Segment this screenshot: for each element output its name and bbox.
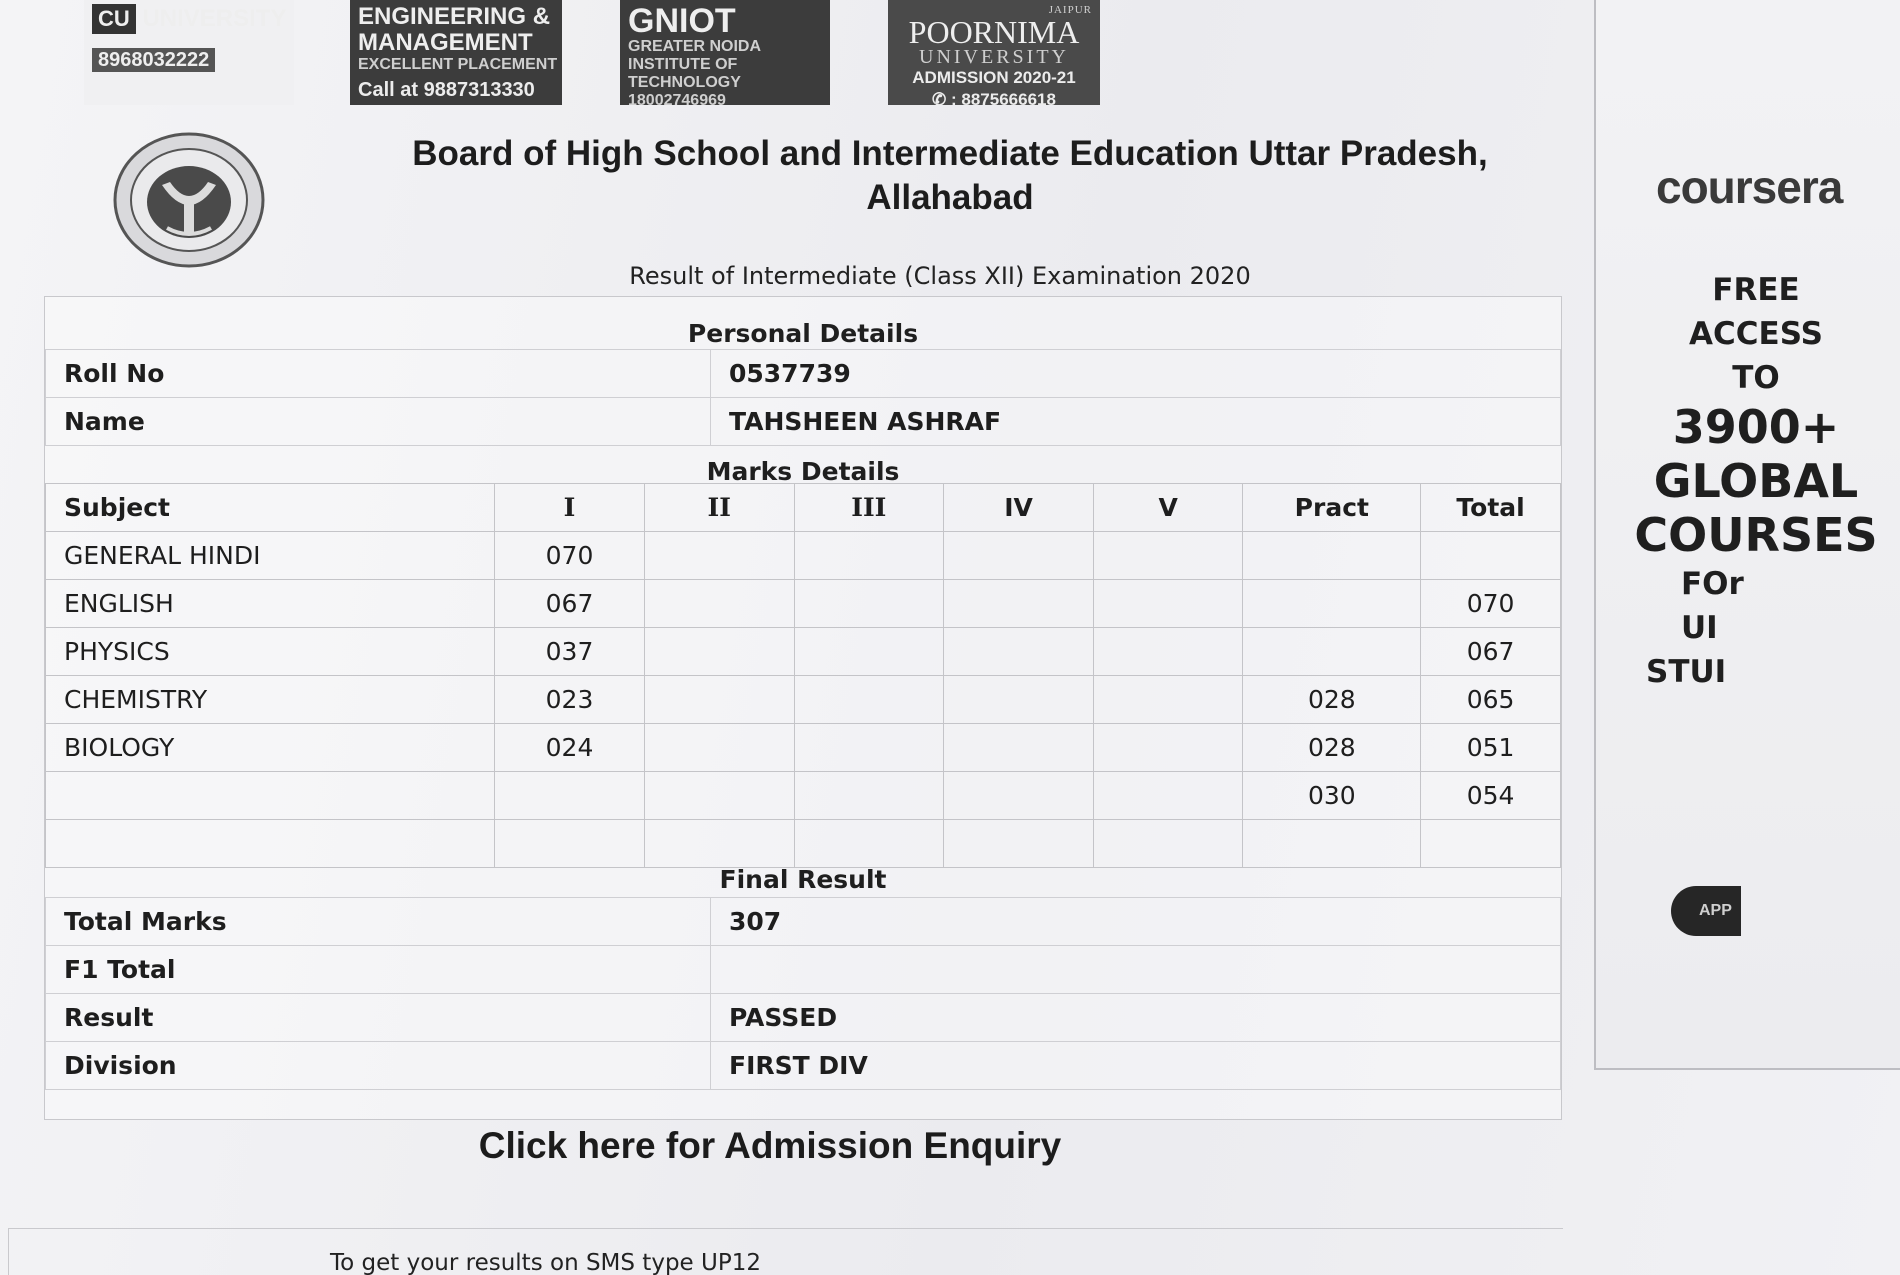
ad-line: INSTITUTE OF [628, 56, 738, 73]
col-paper-5: V [1093, 484, 1243, 532]
promo-line: STUI [1646, 654, 1727, 690]
result-label: Result [46, 994, 711, 1042]
table-row [46, 628, 1561, 676]
col-total: Total [1421, 484, 1561, 532]
board-title [380, 132, 1520, 220]
total-marks-label: Total Marks [46, 898, 711, 946]
mark-cell [944, 820, 1094, 868]
mark-cell [944, 580, 1094, 628]
ad-title: POORNIMA [908, 14, 1080, 50]
mark-cell [1093, 724, 1243, 772]
practical-cell: 028 [1243, 676, 1421, 724]
mark-cell [944, 724, 1094, 772]
promo-line: COURSES [1634, 508, 1878, 562]
promo-line: FREE [1712, 272, 1800, 308]
mark-cell [794, 580, 944, 628]
mark-cell [944, 676, 1094, 724]
total-marks-value: 307 [711, 898, 1561, 946]
mark-cell [794, 628, 944, 676]
mark-cell [644, 724, 794, 772]
final-result-table [45, 897, 1561, 1090]
admission-enquiry-link[interactable]: Click here for Admission Enquiry [478, 1125, 1062, 1166]
apply-button[interactable]: APP [1671, 886, 1741, 936]
board-title-line-1: Board of High School and Intermediate Education Uttar Pradesh, [412, 134, 1488, 173]
total-cell: 070 [1421, 580, 1561, 628]
total-cell [1421, 820, 1561, 868]
subject-cell [46, 820, 495, 868]
mark-cell: 067 [495, 580, 645, 628]
sms-instructions: To get your results on SMS type UP12 [330, 1250, 761, 1275]
table-row [46, 398, 1561, 446]
table-row [46, 946, 1561, 994]
col-paper-2: II [644, 484, 794, 532]
ad-title: UNIVERSITY [142, 5, 287, 32]
subject-cell: CHEMISTRY [46, 676, 495, 724]
table-row [46, 676, 1561, 724]
ad-badge: CU [92, 4, 136, 34]
subject-cell: PHYSICS [46, 628, 495, 676]
table-row [46, 820, 1561, 868]
practical-cell: 030 [1243, 772, 1421, 820]
table-row [46, 898, 1561, 946]
practical-cell [1243, 628, 1421, 676]
mark-cell [495, 772, 645, 820]
ad-university[interactable] [84, 0, 294, 105]
col-paper-1: I [495, 484, 645, 532]
mark-cell [644, 580, 794, 628]
table-row [46, 580, 1561, 628]
total-cell: 054 [1421, 772, 1561, 820]
name-label: Name [46, 398, 711, 446]
col-subject: Subject [46, 484, 495, 532]
table-row [46, 994, 1561, 1042]
practical-cell [1243, 580, 1421, 628]
promo-text [1626, 268, 1886, 694]
col-paper-4: IV [944, 484, 1094, 532]
subject-cell [46, 772, 495, 820]
promo-line: GLOBAL [1653, 454, 1859, 508]
board-title-line-2: Allahabad [866, 178, 1034, 217]
exam-title: Result of Intermediate (Class XII) Examination 2020 [629, 262, 1251, 290]
mark-cell: 070 [495, 532, 645, 580]
mark-cell [644, 772, 794, 820]
division-value: FIRST DIV [711, 1042, 1561, 1090]
f1-total-label: F1 Total [46, 946, 711, 994]
result-value: PASSED [711, 994, 1561, 1042]
marks-header-row [46, 484, 1561, 532]
practical-cell: 028 [1243, 724, 1421, 772]
table-row [46, 1042, 1561, 1090]
mark-cell [1093, 628, 1243, 676]
mark-cell [1093, 676, 1243, 724]
roll-no-label: Roll No [46, 350, 711, 398]
subject-cell: GENERAL HINDI [46, 532, 495, 580]
mark-cell [1093, 532, 1243, 580]
mark-cell [1093, 772, 1243, 820]
division-label: Division [46, 1042, 711, 1090]
table-row [46, 772, 1561, 820]
up-board-emblem-icon [112, 130, 267, 270]
practical-cell [1243, 820, 1421, 868]
ad-phone: 8968032222 [92, 48, 215, 72]
mark-cell [495, 820, 645, 868]
mark-cell: 023 [495, 676, 645, 724]
total-cell: 065 [1421, 676, 1561, 724]
mark-cell [644, 676, 794, 724]
personal-details-table [45, 349, 1561, 446]
total-cell: 067 [1421, 628, 1561, 676]
total-cell [1421, 532, 1561, 580]
total-cell: 051 [1421, 724, 1561, 772]
mark-cell [794, 772, 944, 820]
mark-cell [944, 532, 1094, 580]
ad-banner-strip [80, 0, 1120, 115]
ad-line: GREATER NOIDA [628, 38, 762, 55]
table-row [46, 724, 1561, 772]
ad-gniot[interactable] [620, 0, 830, 105]
result-card [44, 296, 1562, 1120]
col-paper-3: III [794, 484, 944, 532]
ad-title: ENGINEERING & [358, 3, 551, 30]
ad-line: TECHNOLOGY [628, 74, 741, 91]
name-value: TAHSHEEN ASHRAF [711, 398, 1561, 446]
ad-phone: Call at 9887313330 [358, 79, 535, 101]
ad-subtitle: UNIVERSITY [919, 46, 1069, 68]
mark-cell [794, 820, 944, 868]
table-row [46, 350, 1561, 398]
ad-tagline: ADMISSION 2020-21 [912, 68, 1076, 87]
ad-title: GNIOT [628, 2, 736, 40]
mark-cell [1093, 580, 1243, 628]
mark-cell: 037 [495, 628, 645, 676]
practical-cell [1243, 532, 1421, 580]
ad-phone: 18002746969 [628, 92, 726, 105]
promo-line: TO [1732, 360, 1780, 396]
mark-cell [944, 772, 1094, 820]
promo-line: ACCESS [1689, 316, 1823, 352]
coursera-sidebar-ad[interactable] [1594, 0, 1900, 1070]
subject-cell: BIOLOGY [46, 724, 495, 772]
ad-engineering[interactable] [350, 0, 562, 105]
table-row [46, 532, 1561, 580]
final-result-heading: Final Result [719, 865, 887, 894]
subject-cell: ENGLISH [46, 580, 495, 628]
coursera-logo: coursera [1656, 161, 1843, 213]
promo-line: UI [1681, 610, 1718, 646]
ad-poornima[interactable] [888, 0, 1100, 105]
promo-line: FOr [1681, 566, 1744, 602]
mark-cell [794, 532, 944, 580]
mark-cell [1093, 820, 1243, 868]
promo-line: 3900+ [1672, 400, 1840, 454]
marks-details-heading: Marks Details [706, 457, 900, 486]
f1-total-value [711, 946, 1561, 994]
ad-phone: ✆ : 8875666618 [932, 90, 1056, 105]
mark-cell [794, 724, 944, 772]
roll-no-value: 0537739 [711, 350, 1561, 398]
mark-cell [644, 820, 794, 868]
col-practical: Pract [1243, 484, 1421, 532]
ad-tagline: EXCELLENT PLACEMENT [358, 56, 558, 73]
mark-cell: 024 [495, 724, 645, 772]
mark-cell [644, 628, 794, 676]
mark-cell [944, 628, 1094, 676]
ad-city: JAIPUR [1048, 4, 1092, 16]
mark-cell [644, 532, 794, 580]
mark-cell [794, 676, 944, 724]
marks-table [45, 483, 1561, 868]
ad-subtitle: MANAGEMENT [358, 29, 533, 56]
personal-details-heading: Personal Details [687, 319, 919, 348]
